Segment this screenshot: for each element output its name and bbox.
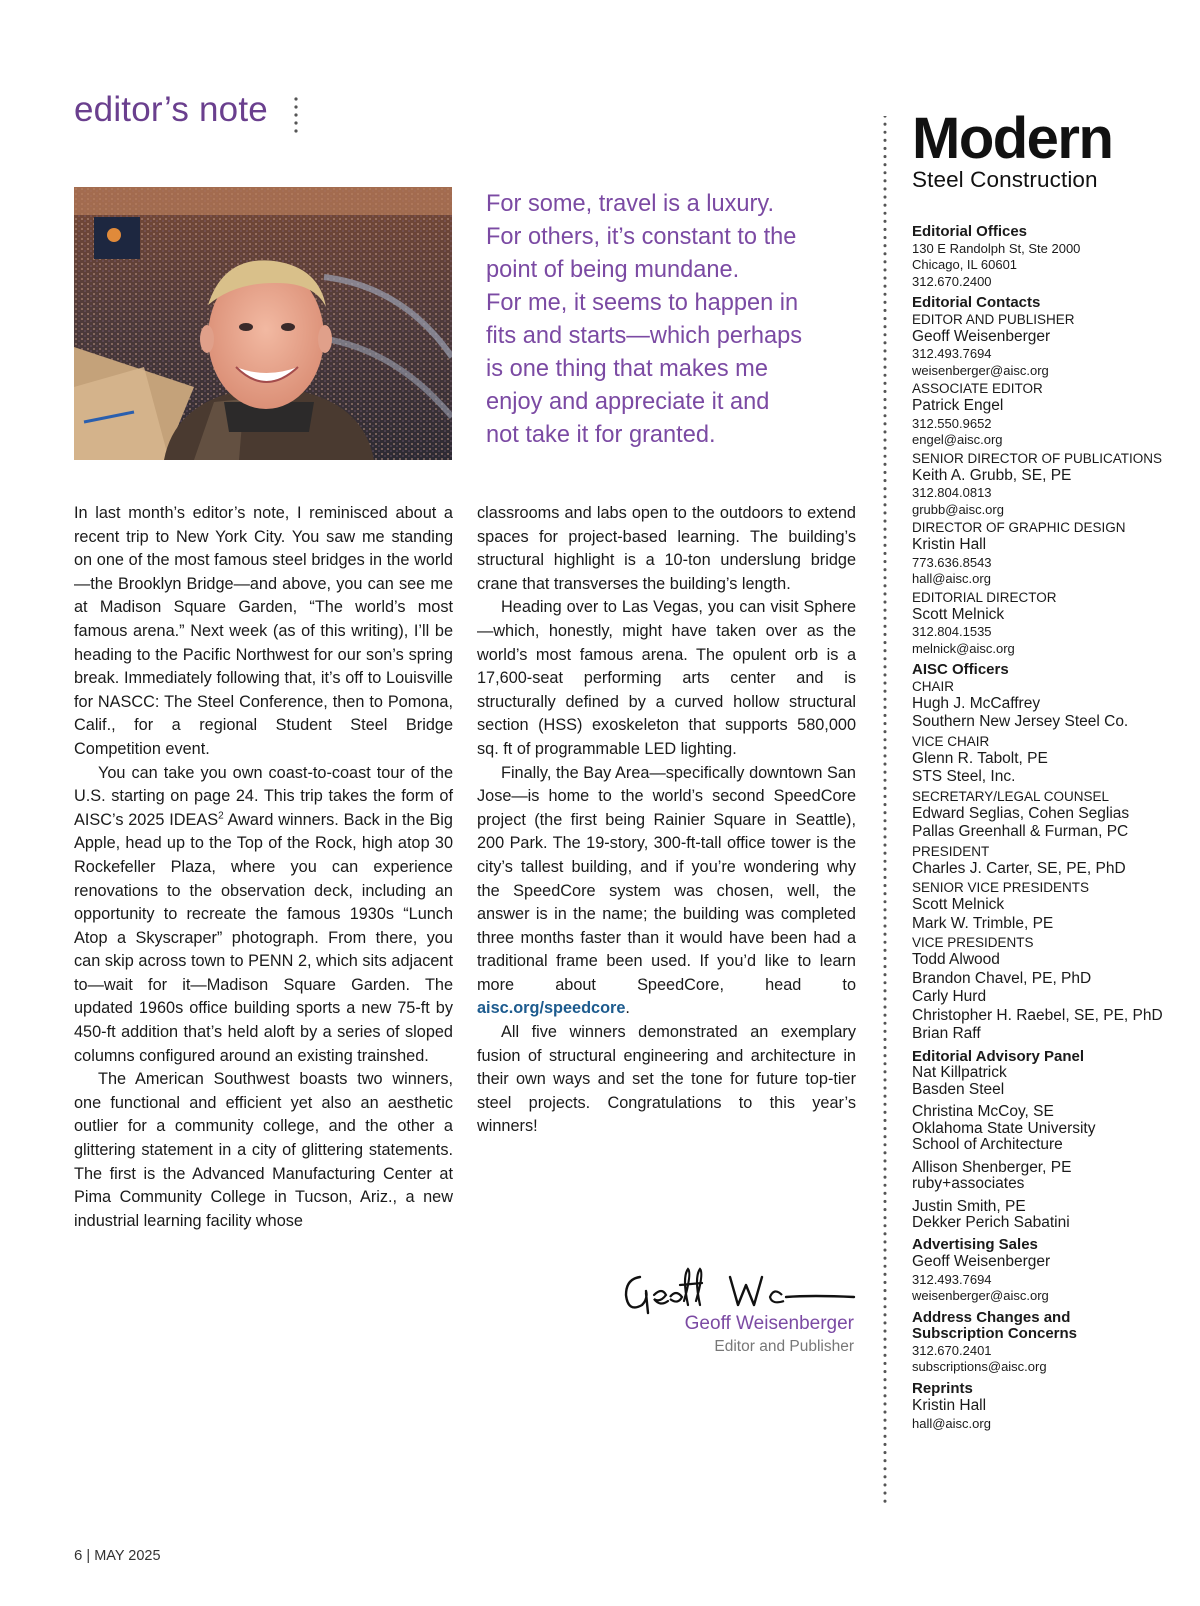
address-changes [912,1310,1192,1376]
issue-date: MAY 2025 [94,1548,161,1564]
contact-phone: 773.636.8543 [912,554,992,570]
officer-role: SECRETARY/LEGAL COUNSEL [912,788,1110,804]
officer-name: Glenn R. Tabolt, PE [912,749,1048,767]
sidebar-heading: AISC Officers [912,661,1009,678]
phone: 312.670.2400 [912,273,992,289]
panel-affiliation: Dekker Perich Sabatini [912,1214,1070,1231]
pull-quote-line: For others, it’s constant to the [486,224,797,250]
officer-name: Brian Raff [912,1025,981,1042]
speedcore-link[interactable]: aisc.org/speedcore [477,999,626,1018]
article-paragraph: You can take you own coast-to-coast tour of the U.S. starting on page 24. This trip takes the form of AISC’s 2025 IDEAS$^2$ Award winners. Back in the Big Apple, head up to the Top of the Rock, high atop 30 Rockefeller Plaza, where you can experience renovations to the observation deck, including an opportunity to recreate the famous 1930s “Lunch Atop a Skyscraper” photograph. From there, you can skip across town to PENN 2, which sits adjacent to—wait for it—Madison Square Garden. The updated 1960s office building sports a new 75-ft by 450-ft addition that’s held aloft by a series of sloped columns configured around an existing trainshed. [74,763,453,1065]
contact-name: Geoff Weisenberger [912,1253,1051,1270]
officer-name: Brandon Chavel, PE, PhD [912,969,1092,987]
sidebar-heading: Subscription Concerns [912,1325,1078,1342]
editor-photo [74,187,452,460]
contact-email: weisenberger@aisc.org [912,362,1049,378]
officer-name: Scott Melnick [912,896,1005,913]
panel-member: Christina McCoy, SE [912,1103,1054,1120]
masthead-title: Modern [912,106,1113,171]
contact-email: grubb@aisc.org [912,501,1004,517]
article-column-left [74,502,453,1233]
sidebar-heading: Reprints [912,1379,973,1397]
officer-name: Todd Alwood [912,951,1000,968]
address-line: Chicago, IL 60601 [912,257,1018,272]
contact-email: melnick@aisc.org [912,640,1015,656]
contact-name: Geoff Weisenberger [912,327,1051,345]
panel-member: Nat Killpatrick [912,1064,1007,1081]
pull-quote-line: point of being mundane. [486,257,740,283]
signature-name: Geoff Weisenberger [684,1313,854,1334]
contact-role: ASSOCIATE EDITOR [912,381,1043,396]
editorial-offices [912,224,1192,290]
staff-sidebar [912,224,1192,1437]
officer-name: Hugh J. McCaffrey [912,694,1041,712]
panel-member: Justin Smith, PE [912,1197,1026,1215]
officer-role: VICE PRESIDENTS [912,935,1034,950]
officer-role: PRESIDENT [912,843,990,859]
officer-role: VICE CHAIR [912,733,990,749]
contact-email: hall@aisc.org [912,1415,991,1431]
contact-phone: 312.493.7694 [912,346,992,361]
page-number: 6 [74,1547,83,1564]
officer-name: Mark W. Trimble, PE [912,914,1054,932]
contact-role: SENIOR DIRECTOR OF PUBLICATIONS [912,450,1163,466]
aisc-officers [912,662,1192,1044]
pull-quote-line: fits and starts—which perhaps [486,323,803,349]
pull-quote-line: For me, it seems to happen in [486,290,799,316]
article-paragraph: classrooms and labs open to the outdoors to extend spaces for project-based learning. The building’s structural highlight is a 10-ton underslung bridge crane that transverses the building’s length. [477,504,856,593]
contact-role: EDITORIAL DIRECTOR [912,589,1057,605]
panel-member: Allison Shenberger, PE [912,1158,1072,1176]
officer-role: CHAIR [912,678,955,694]
officer-name: Edward Seglias, Cohen Seglias [912,804,1130,822]
officer-role: SENIOR VICE PRESIDENTS [912,880,1090,895]
contact-name: Kristin Hall [912,536,987,553]
masthead-subtitle: Steel Construction [912,167,1098,192]
section-title: editor’s note [74,90,268,129]
article-column-right [477,502,856,1139]
panel-affiliation: Basden Steel [912,1080,1005,1098]
contact-phone: 312.804.1535 [912,624,992,639]
advisory-panel [912,1049,1192,1232]
contact-phone: 312.804.0813 [912,485,992,500]
sidebar-heading: Editorial Advisory Panel [912,1047,1084,1065]
sidebar-heading: Editorial Contacts [912,294,1041,311]
article-paragraph: All five winners demonstrated an exemplary fusion of structural engineering and architecture in their own ways and set the tone for future top-tier steel projects. Congratulations to this year’s winners! [477,1023,856,1136]
editorial-contacts [912,295,1192,657]
advertising-sales [912,1237,1192,1305]
handwritten-signature [622,1255,856,1317]
contact-role: EDITOR AND PUBLISHER [912,311,1075,327]
contact-name: Kristin Hall [912,1397,987,1414]
signature-role: Editor and Publisher [714,1338,854,1355]
officer-company: Southern New Jersey Steel Co. [912,713,1129,730]
sidebar-heading: Address Changes and [912,1308,1071,1326]
pull-quote-line: is one thing that makes me [486,356,768,382]
page-footer [74,1547,161,1564]
panel-affiliation: School of Architecture [912,1136,1063,1153]
officer-name: Carly Hurd [912,988,987,1005]
contact-name: Scott Melnick [912,605,1005,623]
officer-name: Charles J. Carter, SE, PE, PhD [912,859,1126,877]
sidebar-heading: Advertising Sales [912,1235,1038,1253]
footer-separator: | [86,1548,91,1564]
contact-name: Keith A. Grubb, SE, PE [912,466,1072,484]
contact-email: weisenberger@aisc.org [912,1288,1049,1303]
article-paragraph: The American Southwest boasts two winners, one functional and efficient yet also an aesthetic outlier for a community college, and the other a glittering statement in a city of glittering statements. The first is the Advanced Manufacturing Center at Pima Community College in Tucson, Ariz., a new industrial learning facility whose [74,1070,453,1230]
sidebar-heading: Editorial Offices [912,223,1028,240]
officer-company: STS Steel, Inc. [912,768,1016,785]
contact-name: Patrick Engel [912,397,1004,414]
address-line: 130 E Randolph St, Ste 2000 [912,240,1081,256]
contact-phone: 312.493.7694 [912,1271,992,1287]
title-dotted-divider [294,96,298,136]
reprints [912,1381,1192,1433]
contact-role: DIRECTOR OF GRAPHIC DESIGN [912,520,1126,535]
article-paragraph: Finally, the Bay Area—specifically downtown San Jose—is home to the world’s second SpeedCore project (the first being Rainier Square in Seattle), 200 Park. The 19-story, 300-ft-tall office tower is the city’s tallest building, and if you’re wondering why the SpeedCore system was chosen, well, the answer is in the name; the building was completed three months faster than it would have been had a traditional frame been used. If you’d like to learn more about SpeedCore, head to aisc.org/speedcore. [477,763,856,1018]
panel-affiliation: ruby+associates [912,1175,1025,1192]
panel-affiliation: Oklahoma State University [912,1119,1096,1137]
contact-phone: 312.670.2401 [912,1342,992,1358]
sidebar-dotted-divider [883,116,887,1508]
contact-email: engel@aisc.org [912,432,1003,447]
pull-quote [486,188,856,452]
pull-quote-line: not take it for granted. [486,422,716,448]
pull-quote-line: enjoy and appreciate it and [486,389,770,415]
officer-company: Pallas Greenhall & Furman, PC [912,823,1129,840]
superscript: 2 [218,810,224,822]
contact-phone: 312.550.9652 [912,415,992,431]
officer-name: Christopher H. Raebel, SE, PE, PhD [912,1006,1163,1024]
contact-email: hall@aisc.org [912,571,991,586]
masthead-logo [912,106,1200,192]
pull-quote-line: For some, travel is a luxury. [486,191,775,217]
article-paragraph: Heading over to Las Vegas, you can visit Sphere—which, honestly, might have taken over as the world’s most famous arena. The opulent orb is a 17,600-seat performing arts center and is structurally defined by a curved hollow structural section (HSS) exoskeleton that supports 580,000 sq. ft of programmable LED lighting. [477,598,856,758]
contact-email: subscriptions@aisc.org [912,1359,1047,1374]
article-paragraph: In last month’s editor’s note, I reminisced about a recent trip to New York City. You saw me standing on one of the most famous steel bridges in the world—the Brooklyn Bridge—and above, you can see me at Madison Square Garden, “The world’s most famous arena.” Next week (as of this writing), I’ll be heading to the Pacific Northwest for our son’s spring break. Immediately following that, it’s off to Louisville for NASCC: The Steel Conference, then to Pomona, Calif., for a regional Student Steel Bridge Competition event. [74,504,453,758]
